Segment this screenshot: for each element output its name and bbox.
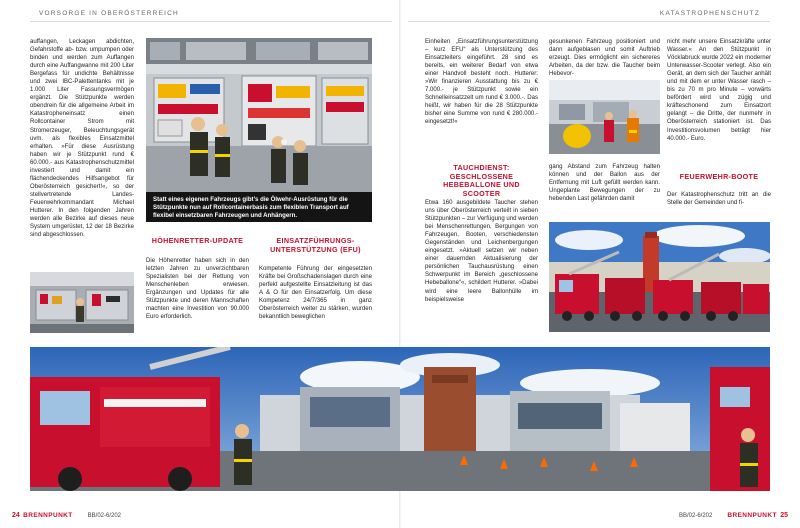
heading-tauchdienst: TAUCHDIENST: GESCHLOSSENE HEBEBALLONE UND SCOOTER bbox=[443, 163, 520, 198]
oelwehr-photo-graphic bbox=[146, 38, 372, 192]
body-text: gesunkenen Fahrzeug positioniert und dann aufgeblasen und somit Auftrieb erzeugt. Dies ermöglicht ein sichereres Arbeiten, da der bzw. die Taucher beim Hebevor- bbox=[549, 39, 660, 78]
body-text: nicht mehr unsere Einsatzkräfte unter Wasser.« An den Stützpunkt in Vöcklabruck wurde 2022 ein moderner Unterwasser-Scooter verlegt. Also ein Gerät, an dem sich der Taucher anhält und mit dem er unter Wasser rasch – bis zu 70 m pro Minute – vorwärts befördert wird und zügig und kräfteschonend zum Einsatzort gelangt – die Dritte, der nunmehr in Oberösterreich stationiert ist. Das Investitionsvolumen beträgt hier 40.000.- Euro. bbox=[667, 39, 771, 142]
footer-right bbox=[679, 512, 788, 519]
article-column-6 bbox=[667, 38, 771, 143]
article-column-2 bbox=[146, 257, 249, 321]
photo-hebeballon bbox=[549, 80, 660, 154]
equipment-photo-graphic bbox=[30, 272, 134, 333]
article-column-6b bbox=[667, 191, 771, 207]
body-text: Die Höhenretter haben sich in den letzten Jahren zu unverzichtbaren Spezialisten bei der Rettung von Menschenleben erwiesen. Ergänzungen und Updates für alle Stützpunkte und deren Mannschaften machten eine Investition von 90.000 Euro erforderlich. bbox=[146, 258, 249, 321]
photo-panorama-fire-station bbox=[30, 347, 770, 491]
photo-caption: Statt eines eigenen Fahrzeugs gibt’s die Ölwehr-Ausrüstung für die Stützpunkte nun auf Rollcontainerbasis zum flexiblen Transport auf flexibel einsetzbaren Fahrzeugen und Anhängern. bbox=[146, 192, 372, 222]
heading-hoehenretter: HÖHENRETTER-UPDATE bbox=[151, 236, 244, 245]
running-header-right: KATASTROPHENSCHUTZ bbox=[659, 10, 760, 17]
header-rule-left bbox=[30, 21, 392, 22]
body-text: Etwa 160 ausgebildete Taucher stehen uns über Oberösterreich verteilt in sieben Stützpunkten – zur Verfügung und werden bei Menschenrettungen, Bergungen von Fahrzeugen, Booten, verschiedensten Gegenständen und Leichenbergungen eingesetzt. »Aktuell setzen wir neben einer dauernden Aktualisierung der persönlichen Tauchausrüstung einen Schwerpunkt im Bereich „geschlossene Hebeballone“«, schildert Hutterer. »Dabei wird eine leere Ballonhülle im beispielsweise bbox=[425, 200, 538, 303]
article-column-4 bbox=[425, 38, 538, 127]
brand-logo-right: BRENNPUNKT bbox=[727, 512, 777, 519]
hebeballon-photo-graphic bbox=[549, 80, 660, 154]
running-header-left: VORSORGE IN OBERÖSTERREICH bbox=[39, 10, 179, 17]
article-column-4b bbox=[425, 199, 538, 340]
article-column-1 bbox=[30, 38, 134, 270]
photo-hoehenretter-equipment bbox=[30, 272, 134, 333]
issue-label-left: BB/02-6/202 bbox=[87, 513, 122, 519]
photo-fire-trucks bbox=[549, 222, 770, 332]
article-column-5b bbox=[549, 163, 660, 203]
panorama-photo-graphic bbox=[30, 347, 770, 491]
page-number-right: 25 bbox=[780, 512, 788, 519]
body-text: Der Katastrophenschutz tritt an die Stelle der Gemeinden und fi- bbox=[667, 192, 771, 207]
header-rule-right bbox=[408, 21, 770, 22]
page-number-left: 24 bbox=[12, 512, 20, 519]
heading-feuerwehr-boote: FEUERWEHR-BOOTE bbox=[679, 172, 759, 181]
body-text: gang Abstand zum Fahrzeug halten können und der Ballon aus der Entfernung mit Luft gefüllt werden kann. Ungeplante Bewegungen der zu hebenden Last gefährden damit bbox=[549, 164, 660, 203]
body-text: Einheiten „Einsatzführungsunterstützung – kurz EFU“ als Unterstützung des Einsatzleiters eingeführt. 28 sind es bereits, ein weiterer Bedarf von etwa einer Handvoll besteht noch. Hutterer: »Wir finanzieren Ausstattung bis zu € 7.000.- je Stützpunkt sowie ein Schnelleinsatzzelt um rund € 3.000.-. Das heißt, wir haben für die 28 Stützpunkte bisher eine Summe von rund € 280.000.- eingesetzt!« bbox=[425, 39, 538, 126]
fire-trucks-photo-graphic bbox=[549, 222, 770, 332]
heading-efu: EINSATZFÜHRUNGS-UNTERSTÜTZUNG (EFU) bbox=[270, 236, 361, 254]
footer-left bbox=[12, 512, 121, 519]
photo-oelwehr-rollcontainer bbox=[146, 38, 372, 192]
body-text: Kompetente Führung der eingesetzten Kräfte bei Großschadenslagen durch eine perfekt aufgestellte Einsatzleitung ist das A & O für den Einsatzerfolg. Um diese Kompetenz 24/7/365 in ganz Oberösterreich weiter zu stärken, wurden bekanntlich beweglichen bbox=[259, 266, 372, 321]
brand-logo-left: BRENNPUNKT bbox=[23, 512, 73, 519]
issue-label-right: BB/02-6/202 bbox=[678, 513, 713, 519]
body-text: auffangen, Leckagen abdichten, Gefahrstoffe ab- bzw. umpumpen oder binden und werden zum Auffangen durch eine Auffangwanne mit 200 Liter Bergefass für undichte Behältnisse und zwei IBC-Palettentanks mit je 1.000 Liter Fassungsvermögen ergänzt. Die Stützpunkte werden obendrein für die allgemeine Arbeit im Katastropheneinsatz einen Rollcontainer Strom mit Stromerzeuger, Beleuchtungsgerät uvm. als flexibles Einsatzmittel erhalten. »Für diese Ausrüstung haben wir je Stützpunkt rund € 60.000.- aus Katastrophenschutzmittel investiert und damit ein flächendeckendes Hilfsangebot für Oberösterreich gesichert!«, so der stellvertretende Landes-Feuerwehrkommandant Michael Hutterer. In den folgenden Jahren werden alle Bezirke auf dieses neue System umgerüstet, 12 der 18 Bezirke sind abgeschlossen. bbox=[30, 39, 134, 239]
article-column-3 bbox=[259, 265, 372, 321]
article-column-5 bbox=[549, 38, 660, 78]
